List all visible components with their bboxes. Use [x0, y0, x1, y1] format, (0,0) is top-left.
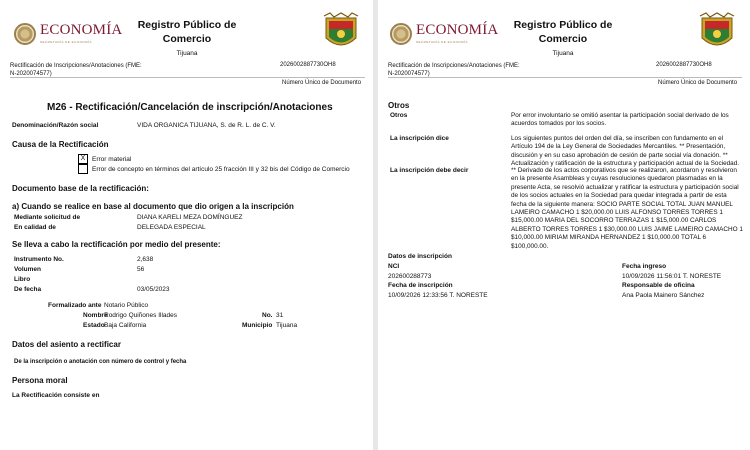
volumen-label: Volumen [14, 266, 41, 273]
document-page-1 [0, 0, 373, 450]
formalizado-label: Formalizado ante [48, 302, 102, 309]
estado-value: Baja California [104, 322, 147, 329]
city-label: Tijuana [176, 50, 198, 57]
title-line-1: Registro Público de [137, 19, 237, 31]
nci-value: 202600288773 [388, 273, 432, 280]
otros-label: Otros [390, 112, 408, 119]
baja-california-crest-icon [698, 12, 736, 52]
calidad-value: DELEGADA ESPECIAL [137, 224, 206, 231]
logo-text: ECONOMÍA [416, 22, 499, 38]
asiento-subheading: De la inscripción o anotación con número de control y fecha [14, 359, 187, 365]
fecha-inscripcion-label: Fecha de inscripción [388, 282, 453, 289]
header-divider [388, 77, 742, 78]
consiste-heading: La Rectificación consiste en [12, 392, 100, 399]
fecha-ingreso-label: Fecha ingreso [622, 263, 667, 270]
estado-label: Estado [83, 322, 105, 329]
responsable-label: Responsable de oficina [622, 282, 695, 289]
nombre-value: Rodrigo Quiñones Illades [104, 312, 177, 319]
error-material-checkbox: X [78, 154, 88, 164]
datos-inscripcion-label: Datos de inscripción [388, 253, 452, 260]
causa-heading: Causa de la Rectificación [12, 140, 109, 149]
otros-value: Por error involuntario se omitió asentar la participación social derivado de los acuerdos tomados por los socios. [511, 112, 729, 128]
nci-label: NCI [388, 263, 400, 270]
baja-california-crest-icon [322, 12, 360, 52]
nombre-label: Nombre [83, 312, 108, 319]
header-divider [10, 77, 365, 78]
formalizado-value: Notario Público [104, 302, 149, 309]
fecha-inscripcion-value: 10/09/2026 12:33:56 T. NORESTE [388, 292, 488, 299]
municipio-value: Tijuana [276, 322, 298, 329]
document-page-2 [378, 0, 750, 450]
responsable-value: Ana Paola Mainero Sánchez [622, 292, 705, 299]
page-title [503, 18, 623, 46]
document-number: 2026002887730OH8 [280, 62, 336, 68]
page-title [127, 18, 247, 46]
denominacion-label: Denominación/Razón social [12, 122, 99, 129]
inscripcion-dice-label: La inscripción dice [390, 135, 449, 142]
document-number-label: Número Único de Documento [282, 80, 362, 86]
medio-heading: Se lleva a cabo la rectificación por medio del presente: [12, 240, 221, 249]
fme-line-1: Rectificación de Inscripciones/Anotaciones (FME: [10, 63, 142, 69]
persona-moral-heading: Persona moral [12, 376, 68, 385]
calidad-label: En calidad de [14, 224, 56, 231]
solicitud-value: DIANA KARELI MEZA DOMÍNGUEZ [137, 214, 243, 221]
instrumento-label: Instrumento No. [14, 256, 64, 263]
notario-number-value: 31 [276, 312, 284, 319]
inscripcion-dice-value: Los siguientes puntos del orden del día, se inscriben con fundamento en el Artículo 194 de la Ley General de Sociedades Mercantiles. ** Presentación, discusión y en su caso aprobación de cesión de parte social vía donación. ** Actualización y ratificación de la estructura y participación actual de la Sociedad. [511, 135, 740, 168]
asiento-heading: Datos del asiento a rectificar [12, 340, 121, 349]
libro-label: Libro [14, 276, 31, 283]
national-seal-icon [390, 23, 412, 45]
logo-subtext: SECRETARÍA DE ECONOMÍA [40, 40, 92, 44]
national-seal-icon [14, 23, 36, 45]
error-concepto-checkbox [78, 164, 88, 174]
base-option-a: a) Cuando se realice en base al documento que dio origen a la inscripción [12, 202, 294, 211]
document-number: 2026002887730OH8 [656, 62, 712, 68]
fme-line-2: N-2020074577) [10, 71, 52, 77]
title-line-2: Comercio [162, 33, 212, 45]
city-label: Tijuana [552, 50, 574, 57]
notario-number-label: No. [262, 312, 273, 319]
fecha-label: De fecha [14, 286, 42, 293]
municipio-label: Municipio [242, 322, 273, 329]
otros-heading: Otros [388, 101, 410, 110]
fme-block [10, 62, 142, 78]
economia-logo [390, 20, 508, 48]
causa-option-1: Error material [92, 156, 132, 163]
document-number-label: Número Único de Documento [658, 80, 738, 86]
fme-block [388, 62, 520, 78]
logo-text: ECONOMÍA [40, 22, 123, 38]
inscripcion-debe-value: ** Derivado de los actos corporativos que se realizaron, acordaron y resolvieron en la presente Asambleas y cuyas resoluciones quedaron plasmadas en la presente Acta, se resolvió actualizar y ratificar la estructura y participación social de los socios actuales en la Sociedad para quedar integrada a partir de esta fecha de la siguiente manera: SOCIO PARTE SOCIAL TOTAL JUAN MANUEL LAMEIRO CAMACHO 1 $20,000.00 LUIS ALFONSO TORRES TORRES 1 $15,000.00 MARIA DEL SOCORRO TERRAZAS 1 $15,000.00 CARLOS ALBERTO TORRES TORRES 1 $30,000.00 LUIS JAIME LAMEIRO CAMACHO 1 $10,000.00 MIRIAM MIRANDA HERNANDEZ 1 $10,000.00 TOTAL 6 $100,000.00. [511, 167, 743, 250]
volumen-value: 56 [137, 266, 145, 273]
fme-line-2: N-2020074577) [388, 71, 430, 77]
form-heading: M26 - Rectificación/Cancelación de inscripción/Anotaciones [47, 102, 333, 113]
fecha-ingreso-value: 10/09/2026 11:56:01 T. NORESTE [622, 273, 722, 280]
causa-option-2: Error de concepto en términos del artículo 25 fracción III y 32 bis del Código de Comercio [92, 166, 350, 173]
title-line-2: Comercio [538, 33, 588, 45]
fme-line-1: Rectificación de Inscripciones/Anotaciones (FME: [388, 63, 520, 69]
solicitud-label: Mediante solicitud de [14, 214, 81, 221]
instrumento-value: 2,638 [137, 256, 154, 263]
base-heading: Documento base de la rectificación: [12, 184, 149, 193]
inscripcion-debe-label: La inscripción debe decir [390, 167, 469, 174]
fecha-value: 03/05/2023 [137, 286, 170, 293]
logo-subtext: SECRETARÍA DE ECONOMÍA [416, 40, 468, 44]
economia-logo [14, 20, 132, 48]
title-line-1: Registro Público de [513, 19, 613, 31]
denominacion-value: VIDA ORGANICA TIJUANA, S. de R. L. de C. V. [137, 122, 276, 129]
